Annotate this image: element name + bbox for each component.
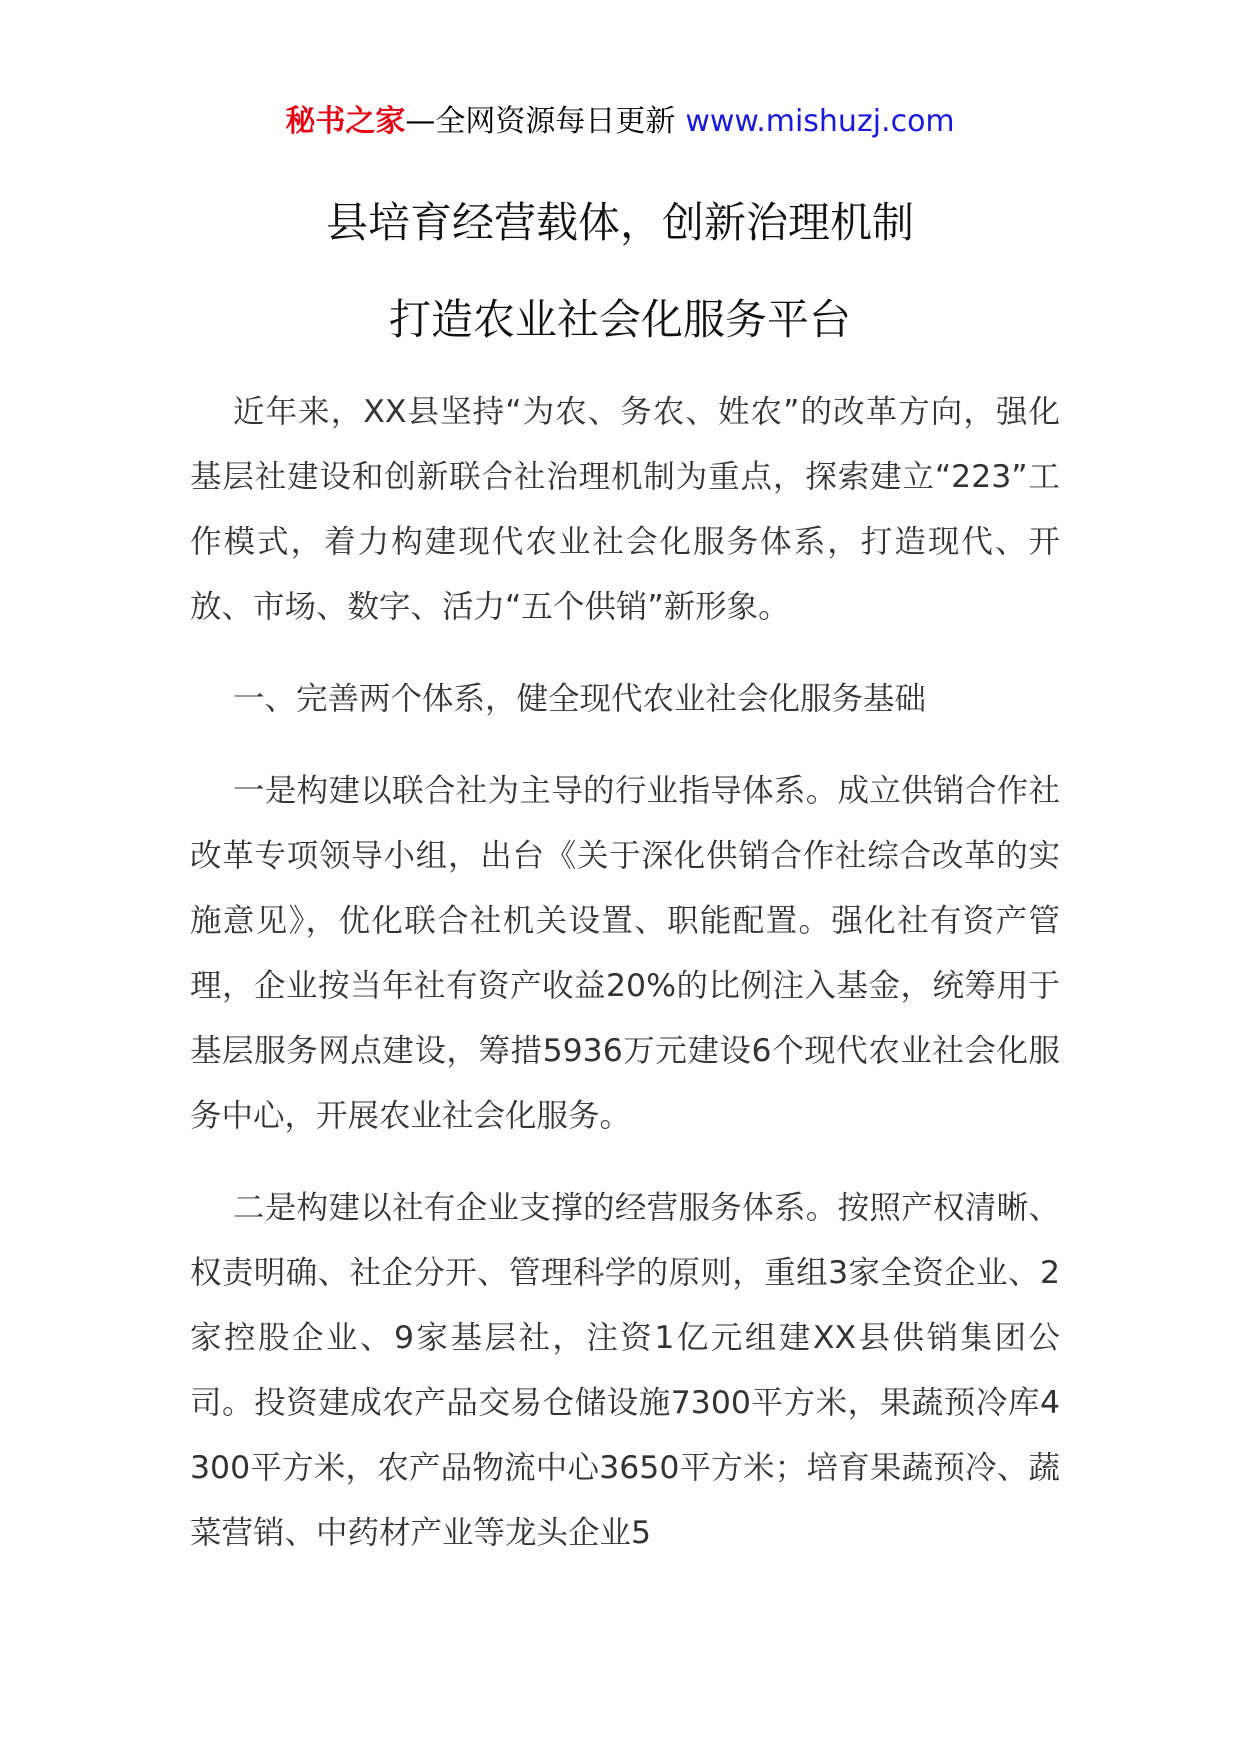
site-header [0,100,1240,144]
body-paragraph: 二是构建以社有企业支撑的经营服务体系。按照产权清晰、权责明确、社企分开、管理科学的原则，重组3家全资企业、2家控股企业、9家基层社，注资1亿元组建XX县供销集团公司。投资建成农产品交易仓储设施7300平方米，果蔬预冷库4300平方米，农产品物流中心3650平方米；培育果蔬预冷、蔬菜营销、中药材产业等龙头企业5 [190,1190,1060,1551]
document-title-line-2: 打造农业社会化服务平台 [388,295,851,344]
header-slogan: —全网资源每日更新 [405,104,676,139]
intro-paragraph: 近年来，XX县坚持“为农、务农、姓农”的改革方向，强化基层社建设和创新联合社治理机制为重点，探索建立“223”工作模式，着力构建现代农业社会化服务体系，打造现代、开放、市场、数字、活力“五个供销”新形象。 [190,394,1060,625]
document-title-line-1: 县培育经营载体，创新治理机制 [325,198,914,247]
website-link[interactable]: www.mishuzj.com [685,104,955,139]
document-body [190,380,1060,1566]
body-paragraph: 一是构建以联合社为主导的行业指导体系。成立供销合作社改革专项领导小组，出台《关于深化供销合作社综合改革的实施意见》，优化联合社机关设置、职能配置。强化社有资产管理，企业按当年社有资产收益20%的比例注入基金，统筹用于基层服务网点建设，筹措5936万元建设6个现代农业社会化服务中心，开展农业社会化服务。 [190,773,1060,1134]
section-heading: 一、完善两个体系，健全现代农业社会化服务基础 [233,681,927,717]
brand-name: 秘书之家 [285,104,406,139]
